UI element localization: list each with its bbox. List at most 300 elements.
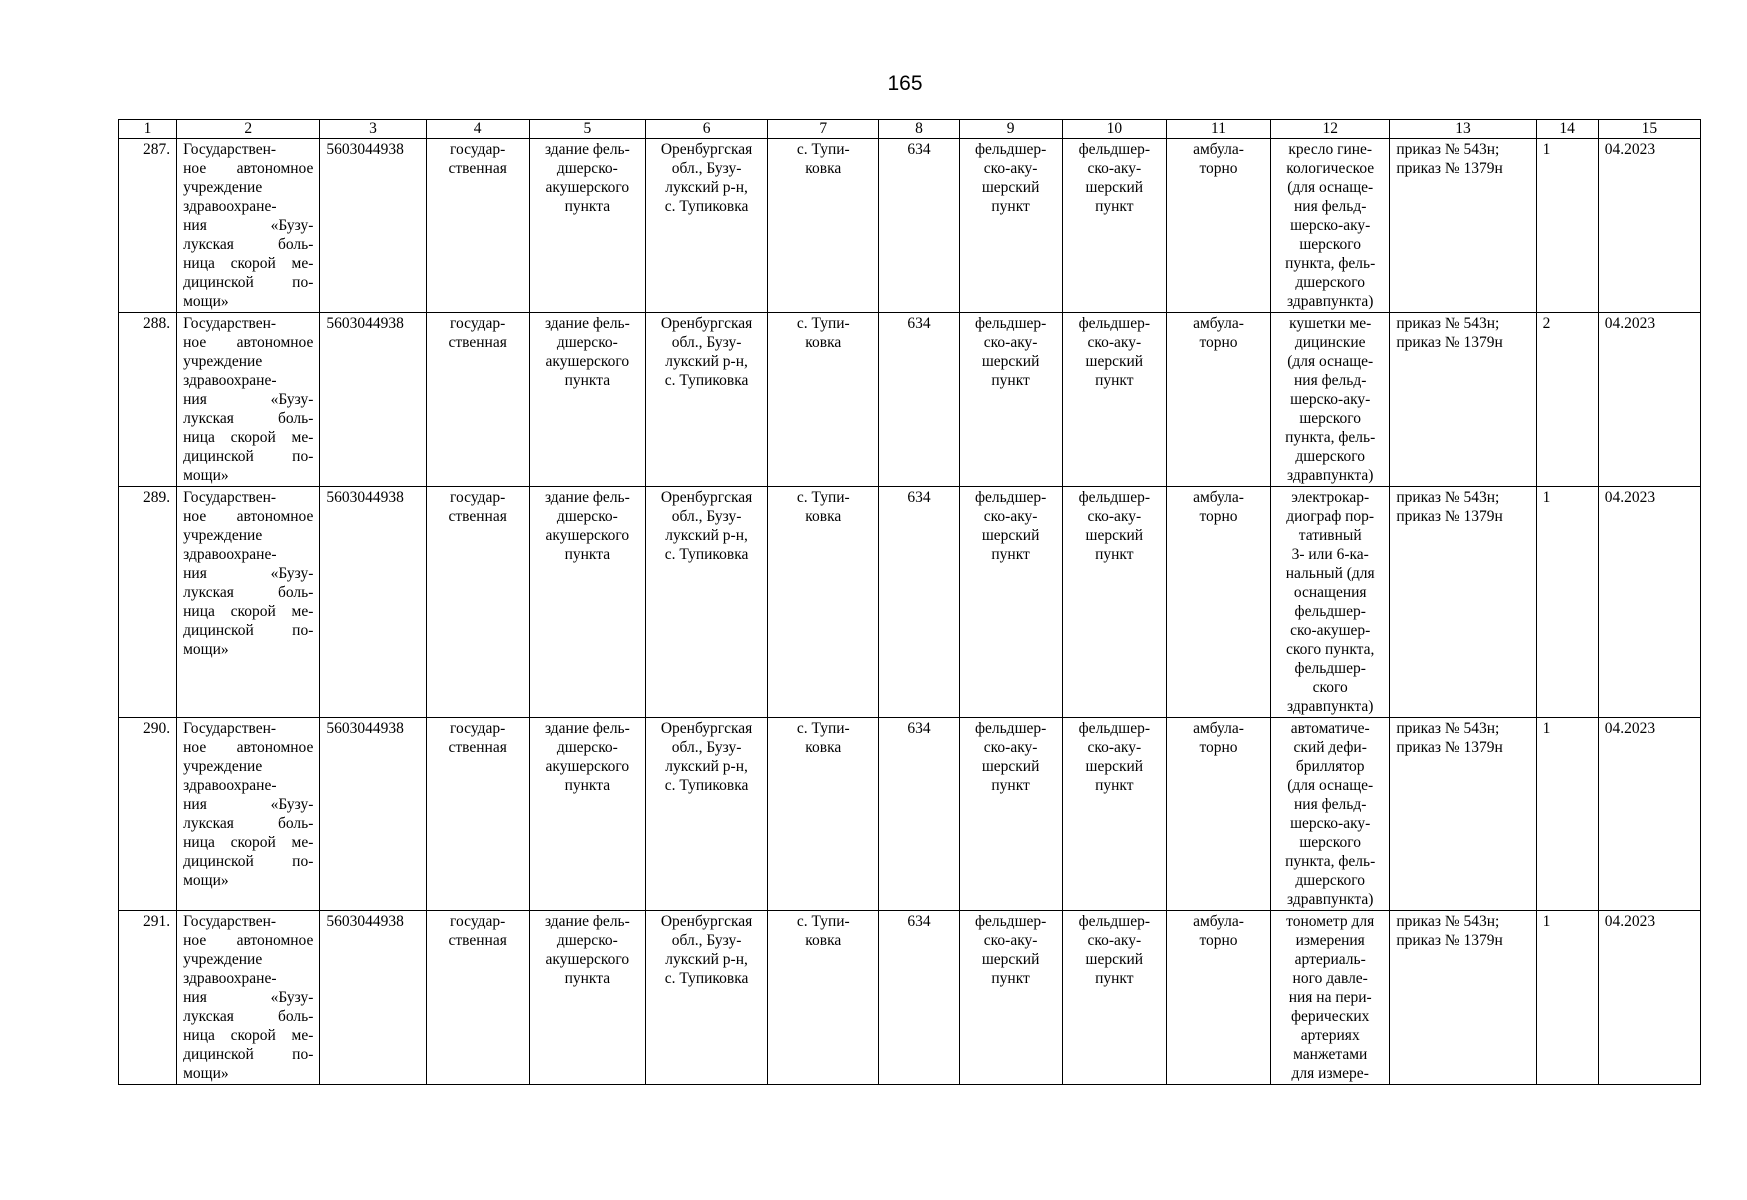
cell-equipment-line: для измере-	[1291, 1065, 1369, 1082]
cell-care-mode-line: торно	[1199, 508, 1238, 525]
cell-building-line: дшерско-	[556, 739, 618, 756]
cell-equipment-line: тативный	[1298, 527, 1362, 544]
cell-facility-type-line: пункт	[991, 546, 1030, 563]
cell-equipment-line: 3- или 6-ка-	[1291, 546, 1369, 563]
cell-equipment-line: фельдшер-	[1294, 603, 1366, 620]
cell-equipment-line: бриллятор	[1295, 758, 1365, 775]
cell-equipment-line: манжетами	[1293, 1046, 1368, 1063]
cell-ownership-line: ственная	[448, 160, 507, 177]
cell-organization-line: ное автономное	[183, 739, 314, 756]
cell-ownership-line: государ-	[450, 720, 506, 737]
cell-orders-line: приказ № 1379н	[1396, 508, 1503, 525]
cell-address	[645, 313, 767, 487]
cell-ownership-line: государ-	[450, 489, 506, 506]
cell-organization-line: ния «Бузу-	[183, 565, 314, 582]
cell-organization-line: учреждение	[183, 353, 263, 370]
cell-organization-line: ное автономное	[183, 508, 314, 525]
cell-facility-type-line: пункт	[991, 198, 1030, 215]
cell-building-line: пункта	[564, 777, 611, 794]
cell-building	[529, 139, 645, 313]
cell-facility-type	[959, 139, 1062, 313]
cell-orders-line: приказ № 1379н	[1396, 160, 1503, 177]
cell-orders-line: приказ № 1379н	[1396, 334, 1503, 351]
cell-facility-type-line: пункт	[991, 970, 1030, 987]
cell-organization-line: ное автономное	[183, 932, 314, 949]
cell-care-mode-line: торно	[1199, 739, 1238, 756]
cell-organization-line: дицинской по-	[183, 622, 314, 639]
cell-organization-line: лукская боль-	[183, 236, 314, 253]
cell-equipment-line: шерского	[1299, 236, 1362, 253]
cell-equipment-line: ско-акушер-	[1290, 622, 1371, 639]
cell-address-line: с. Тупиковка	[664, 198, 749, 215]
cell-facility-subtype-line: шерский	[1085, 353, 1144, 370]
cell-organization-line: ния «Бузу-	[183, 989, 314, 1006]
cell-care-mode-line: торно	[1199, 932, 1238, 949]
cell-ownership-line: государ-	[450, 141, 506, 158]
cell-row-number: 291.	[119, 911, 177, 1085]
cell-facility-subtype-line: ско-аку-	[1087, 508, 1142, 525]
cell-organization-line: мощи»	[183, 467, 229, 484]
cell-quantity: 1	[1536, 139, 1598, 313]
cell-locality-line: с. Тупи-	[796, 720, 850, 737]
cell-organization-line: Государствен-	[183, 913, 277, 930]
cell-building-line: акушерского	[545, 951, 630, 968]
cell-ownership-line: ственная	[448, 334, 507, 351]
cell-organization-line: лукская боль-	[183, 1008, 314, 1025]
cell-facility-subtype	[1062, 718, 1166, 911]
cell-orders	[1390, 487, 1536, 718]
cell-organization-line: здравоохране-	[183, 546, 277, 563]
cell-equipment-line: измерения	[1295, 932, 1365, 949]
cell-facility-type-line: фельдшер-	[974, 315, 1047, 332]
cell-orders-line: приказ № 1379н	[1396, 932, 1503, 949]
cell-ownership-line: государ-	[450, 913, 506, 930]
cell-facility-subtype	[1062, 487, 1166, 718]
cell-address-line: лукский р-н,	[665, 951, 748, 968]
cell-locality	[768, 911, 879, 1085]
column-number-3: 3	[320, 120, 426, 139]
cell-address-line: обл., Бузу-	[671, 932, 742, 949]
cell-locality	[768, 487, 879, 718]
cell-organization-line: Государствен-	[183, 141, 277, 158]
cell-building-line: пункта	[564, 198, 611, 215]
cell-address-line: лукский р-н,	[665, 353, 748, 370]
cell-code: 634	[879, 487, 959, 718]
cell-equipment-line: ского	[1312, 679, 1348, 696]
cell-equipment-line: ского пункта,	[1286, 641, 1375, 658]
cell-equipment-line: ния фельд-	[1294, 198, 1367, 215]
cell-equipment	[1271, 911, 1390, 1085]
cell-inn: 5603044938	[320, 139, 426, 313]
cell-care-mode-line: амбула-	[1193, 489, 1244, 506]
cell-facility-subtype-line: пункт	[1095, 198, 1134, 215]
cell-facility-type	[959, 911, 1062, 1085]
cell-equipment-line: (для оснаще-	[1287, 777, 1374, 794]
cell-ownership	[426, 911, 529, 1085]
cell-equipment-line: кресло гине-	[1288, 141, 1373, 158]
cell-equipment-line: (для оснаще-	[1287, 179, 1374, 196]
cell-equipment-line: фельдшер-	[1294, 660, 1366, 677]
cell-facility-type-line: шерский	[981, 951, 1040, 968]
cell-organization-line: здравоохране-	[183, 372, 277, 389]
cell-equipment	[1271, 139, 1390, 313]
cell-facility-subtype-line: пункт	[1095, 970, 1134, 987]
cell-care-mode-line: торно	[1199, 334, 1238, 351]
column-number-row	[119, 120, 1701, 139]
cell-facility-type-line: пункт	[991, 777, 1030, 794]
cell-care-mode-line: амбула-	[1193, 315, 1244, 332]
cell-row-number: 288.	[119, 313, 177, 487]
cell-equipment	[1271, 313, 1390, 487]
cell-facility-subtype	[1062, 911, 1166, 1085]
cell-locality-line: ковка	[805, 739, 842, 756]
cell-organization	[177, 911, 320, 1085]
cell-organization-line: ния «Бузу-	[183, 796, 314, 813]
cell-organization-line: учреждение	[183, 951, 263, 968]
cell-equipment-line: кушетки ме-	[1289, 315, 1372, 332]
cell-care-mode	[1166, 139, 1270, 313]
cell-organization-line: ница скорой ме-	[183, 834, 314, 851]
cell-equipment-line: дшерского	[1295, 274, 1365, 291]
cell-orders-line: приказ № 1379н	[1396, 739, 1503, 756]
column-number-2: 2	[177, 120, 320, 139]
cell-facility-subtype-line: фельдшер-	[1078, 720, 1150, 737]
cell-equipment-line: пункта, фель-	[1285, 429, 1376, 446]
cell-building-line: здание фель-	[544, 141, 630, 158]
column-number-13: 13	[1390, 120, 1536, 139]
cell-facility-type-line: шерский	[981, 758, 1040, 775]
cell-building	[529, 911, 645, 1085]
table-row	[119, 911, 1701, 1085]
cell-address-line: лукский р-н,	[665, 179, 748, 196]
column-number-12: 12	[1271, 120, 1390, 139]
cell-facility-type-line: шерский	[981, 179, 1040, 196]
cell-facility-subtype-line: шерский	[1085, 527, 1144, 544]
cell-building-line: пункта	[564, 546, 611, 563]
cell-address-line: Оренбургская	[660, 489, 753, 506]
cell-facility-type-line: ско-аку-	[983, 932, 1038, 949]
cell-building-line: дшерско-	[556, 160, 618, 177]
cell-facility-subtype-line: пункт	[1095, 372, 1134, 389]
cell-organization-line: здравоохране-	[183, 970, 277, 987]
cell-ownership	[426, 487, 529, 718]
cell-equipment-line: пункта, фель-	[1285, 255, 1376, 272]
cell-address-line: обл., Бузу-	[671, 334, 742, 351]
cell-address-line: с. Тупиковка	[664, 970, 749, 987]
cell-facility-type-line: шерский	[981, 527, 1040, 544]
cell-facility-type	[959, 487, 1062, 718]
cell-inn: 5603044938	[320, 718, 426, 911]
cell-organization-line: лукская боль-	[183, 410, 314, 427]
cell-organization-line: мощи»	[183, 872, 229, 889]
column-number-15: 15	[1598, 120, 1700, 139]
cell-care-mode	[1166, 911, 1270, 1085]
cell-equipment-line: оснащения	[1293, 584, 1367, 601]
cell-building-line: здание фель-	[544, 489, 630, 506]
cell-facility-subtype-line: ско-аку-	[1087, 739, 1142, 756]
cell-organization	[177, 313, 320, 487]
cell-care-mode	[1166, 487, 1270, 718]
cell-organization-line: Государствен-	[183, 489, 277, 506]
cell-code: 634	[879, 313, 959, 487]
cell-locality-line: ковка	[805, 160, 842, 177]
cell-equipment-line: ния фельд-	[1294, 796, 1367, 813]
cell-address	[645, 487, 767, 718]
column-number-5: 5	[529, 120, 645, 139]
cell-ownership-line: ственная	[448, 739, 507, 756]
equipment-table	[118, 119, 1701, 1085]
cell-orders-line: приказ № 543н;	[1396, 141, 1500, 158]
cell-facility-type-line: шерский	[981, 353, 1040, 370]
cell-equipment-line: здравпункта)	[1287, 698, 1374, 715]
cell-address-line: Оренбургская	[660, 315, 753, 332]
cell-building-line: акушерского	[545, 353, 630, 370]
cell-organization-line: дицинской по-	[183, 274, 314, 291]
cell-equipment-line: ния фельд-	[1294, 372, 1367, 389]
cell-orders	[1390, 911, 1536, 1085]
column-number-11: 11	[1166, 120, 1270, 139]
cell-organization-line: ное автономное	[183, 160, 314, 177]
cell-locality	[768, 718, 879, 911]
cell-facility-subtype-line: фельдшер-	[1078, 315, 1150, 332]
cell-building-line: пункта	[564, 372, 611, 389]
cell-ownership-line: ственная	[448, 932, 507, 949]
cell-facility-subtype-line: ско-аку-	[1087, 932, 1142, 949]
cell-care-mode	[1166, 718, 1270, 911]
cell-locality	[768, 313, 879, 487]
cell-facility-subtype-line: пункт	[1095, 777, 1134, 794]
cell-organization-line: мощи»	[183, 641, 229, 658]
cell-equipment-line: здравпункта)	[1287, 891, 1374, 908]
cell-quantity: 1	[1536, 718, 1598, 911]
cell-organization-line: дицинской по-	[183, 853, 314, 870]
cell-organization-line: Государствен-	[183, 315, 277, 332]
page-number: 165	[887, 72, 923, 95]
cell-equipment-line: артериях	[1300, 1027, 1360, 1044]
cell-equipment-line: шерско-аку-	[1290, 217, 1371, 234]
cell-locality-line: с. Тупи-	[796, 913, 850, 930]
cell-building-line: здание фель-	[544, 720, 630, 737]
cell-organization-line: дицинской по-	[183, 448, 314, 465]
cell-row-number: 290.	[119, 718, 177, 911]
cell-organization-line: дицинской по-	[183, 1046, 314, 1063]
cell-organization-line: лукская боль-	[183, 815, 314, 832]
cell-orders-line: приказ № 543н;	[1396, 720, 1500, 737]
cell-orders-line: приказ № 543н;	[1396, 315, 1500, 332]
column-number-7: 7	[768, 120, 879, 139]
cell-facility-type-line: фельдшер-	[974, 720, 1047, 737]
cell-date: 04.2023	[1598, 487, 1700, 718]
cell-building-line: акушерского	[545, 527, 630, 544]
cell-quantity: 1	[1536, 911, 1598, 1085]
cell-care-mode-line: торно	[1199, 160, 1238, 177]
cell-orders-line: приказ № 543н;	[1396, 913, 1500, 930]
cell-row-number: 289.	[119, 487, 177, 718]
cell-facility-subtype-line: ско-аку-	[1087, 334, 1142, 351]
cell-address-line: лукский р-н,	[665, 758, 748, 775]
cell-equipment-line: тонометр для	[1286, 913, 1375, 930]
cell-address-line: с. Тупиковка	[664, 546, 749, 563]
cell-facility-subtype-line: ско-аку-	[1087, 160, 1142, 177]
column-number-1: 1	[119, 120, 177, 139]
cell-organization-line: ния «Бузу-	[183, 217, 314, 234]
cell-building	[529, 487, 645, 718]
cell-locality-line: с. Тупи-	[796, 315, 850, 332]
cell-locality-line: ковка	[805, 932, 842, 949]
cell-care-mode-line: амбула-	[1193, 913, 1244, 930]
cell-equipment-line: ного давле-	[1292, 970, 1368, 987]
cell-organization-line: ное автономное	[183, 334, 314, 351]
table-body	[119, 120, 1701, 1085]
column-number-6: 6	[645, 120, 767, 139]
table-row	[119, 313, 1701, 487]
cell-address-line: Оренбургская	[660, 720, 753, 737]
cell-ownership-line: ственная	[448, 508, 507, 525]
cell-equipment-line: электрокар-	[1291, 489, 1370, 506]
cell-inn: 5603044938	[320, 487, 426, 718]
cell-equipment-line: шерского	[1299, 834, 1362, 851]
column-number-10: 10	[1062, 120, 1166, 139]
cell-equipment-line: дшерского	[1295, 872, 1365, 889]
cell-address-line: обл., Бузу-	[671, 160, 742, 177]
cell-facility-type-line: ско-аку-	[983, 334, 1038, 351]
cell-date: 04.2023	[1598, 718, 1700, 911]
cell-facility-type-line: фельдшер-	[974, 489, 1047, 506]
cell-equipment-line: диограф пор-	[1286, 508, 1375, 525]
cell-date: 04.2023	[1598, 313, 1700, 487]
cell-locality-line: ковка	[805, 334, 842, 351]
cell-address	[645, 911, 767, 1085]
cell-organization-line: ница скорой ме-	[183, 429, 314, 446]
cell-building-line: здание фель-	[544, 913, 630, 930]
cell-organization	[177, 487, 320, 718]
cell-facility-subtype	[1062, 139, 1166, 313]
cell-organization-line: ница скорой ме-	[183, 603, 314, 620]
cell-organization-line: учреждение	[183, 758, 263, 775]
cell-organization-line: здравоохране-	[183, 198, 277, 215]
cell-organization-line: Государствен-	[183, 720, 277, 737]
cell-building-line: дшерско-	[556, 334, 618, 351]
cell-facility-type-line: фельдшер-	[974, 913, 1047, 930]
cell-organization-line: мощи»	[183, 1065, 229, 1082]
cell-address-line: с. Тупиковка	[664, 372, 749, 389]
cell-organization-line: учреждение	[183, 527, 263, 544]
cell-organization-line: лукская боль-	[183, 584, 314, 601]
cell-equipment	[1271, 487, 1390, 718]
cell-date: 04.2023	[1598, 139, 1700, 313]
table-row	[119, 139, 1701, 313]
cell-quantity: 1	[1536, 487, 1598, 718]
cell-ownership	[426, 718, 529, 911]
cell-equipment-line: ский дефи-	[1293, 739, 1367, 756]
cell-facility-type	[959, 313, 1062, 487]
column-number-9: 9	[959, 120, 1062, 139]
cell-organization-line: ница скорой ме-	[183, 1027, 314, 1044]
cell-facility-type-line: ско-аку-	[983, 508, 1038, 525]
cell-row-number: 287.	[119, 139, 177, 313]
cell-facility-subtype-line: шерский	[1085, 951, 1144, 968]
cell-care-mode	[1166, 313, 1270, 487]
cell-organization-line: ница скорой ме-	[183, 255, 314, 272]
cell-ownership	[426, 313, 529, 487]
cell-building-line: акушерского	[545, 179, 630, 196]
cell-building-line: дшерско-	[556, 508, 618, 525]
cell-equipment-line: дицинские	[1294, 334, 1366, 351]
cell-equipment	[1271, 718, 1390, 911]
cell-equipment-line: артериаль-	[1294, 951, 1366, 968]
cell-facility-type	[959, 718, 1062, 911]
cell-facility-subtype-line: пункт	[1095, 546, 1134, 563]
cell-address	[645, 139, 767, 313]
cell-date: 04.2023	[1598, 911, 1700, 1085]
cell-building	[529, 313, 645, 487]
cell-care-mode-line: амбула-	[1193, 141, 1244, 158]
cell-equipment-line: (для оснаще-	[1287, 353, 1374, 370]
cell-building-line: акушерского	[545, 758, 630, 775]
cell-facility-subtype-line: шерский	[1085, 179, 1144, 196]
cell-equipment-line: шерско-аку-	[1290, 815, 1371, 832]
cell-address-line: с. Тупиковка	[664, 777, 749, 794]
cell-equipment-line: здравпункта)	[1287, 467, 1374, 484]
cell-code: 634	[879, 718, 959, 911]
cell-address-line: обл., Бузу-	[671, 739, 742, 756]
cell-address-line: Оренбургская	[660, 141, 753, 158]
cell-organization-line: здравоохране-	[183, 777, 277, 794]
cell-orders	[1390, 313, 1536, 487]
cell-orders	[1390, 718, 1536, 911]
cell-address-line: лукский р-н,	[665, 527, 748, 544]
cell-equipment-line: нальный (для	[1285, 565, 1375, 582]
cell-equipment-line: ния на пери-	[1288, 989, 1372, 1006]
cell-locality-line: ковка	[805, 508, 842, 525]
cell-equipment-line: автоматиче-	[1290, 720, 1370, 737]
cell-facility-subtype-line: фельдшер-	[1078, 141, 1150, 158]
cell-address-line: обл., Бузу-	[671, 508, 742, 525]
cell-facility-type-line: ско-аку-	[983, 160, 1038, 177]
cell-facility-type-line: пункт	[991, 372, 1030, 389]
cell-locality	[768, 139, 879, 313]
cell-building-line: пункта	[564, 970, 611, 987]
column-number-14: 14	[1536, 120, 1598, 139]
cell-building-line: дшерско-	[556, 932, 618, 949]
cell-care-mode-line: амбула-	[1193, 720, 1244, 737]
cell-address-line: Оренбургская	[660, 913, 753, 930]
cell-inn: 5603044938	[320, 911, 426, 1085]
cell-equipment-line: здравпункта)	[1287, 293, 1374, 310]
cell-organization	[177, 139, 320, 313]
cell-ownership-line: государ-	[450, 315, 506, 332]
table-row	[119, 487, 1701, 718]
cell-facility-type-line: ско-аку-	[983, 739, 1038, 756]
cell-equipment-line: шерско-аку-	[1290, 391, 1371, 408]
cell-facility-subtype-line: шерский	[1085, 758, 1144, 775]
cell-building-line: здание фель-	[544, 315, 630, 332]
cell-facility-type-line: фельдшер-	[974, 141, 1047, 158]
column-number-8: 8	[879, 120, 959, 139]
cell-equipment-line: пункта, фель-	[1285, 853, 1376, 870]
cell-building	[529, 718, 645, 911]
table-row	[119, 718, 1701, 911]
cell-inn: 5603044938	[320, 313, 426, 487]
cell-code: 634	[879, 139, 959, 313]
cell-facility-subtype	[1062, 313, 1166, 487]
cell-organization-line: ния «Бузу-	[183, 391, 314, 408]
cell-equipment-line: ферических	[1290, 1008, 1370, 1025]
cell-address	[645, 718, 767, 911]
cell-orders-line: приказ № 543н;	[1396, 489, 1500, 506]
cell-locality-line: с. Тупи-	[796, 489, 850, 506]
column-number-4: 4	[426, 120, 529, 139]
